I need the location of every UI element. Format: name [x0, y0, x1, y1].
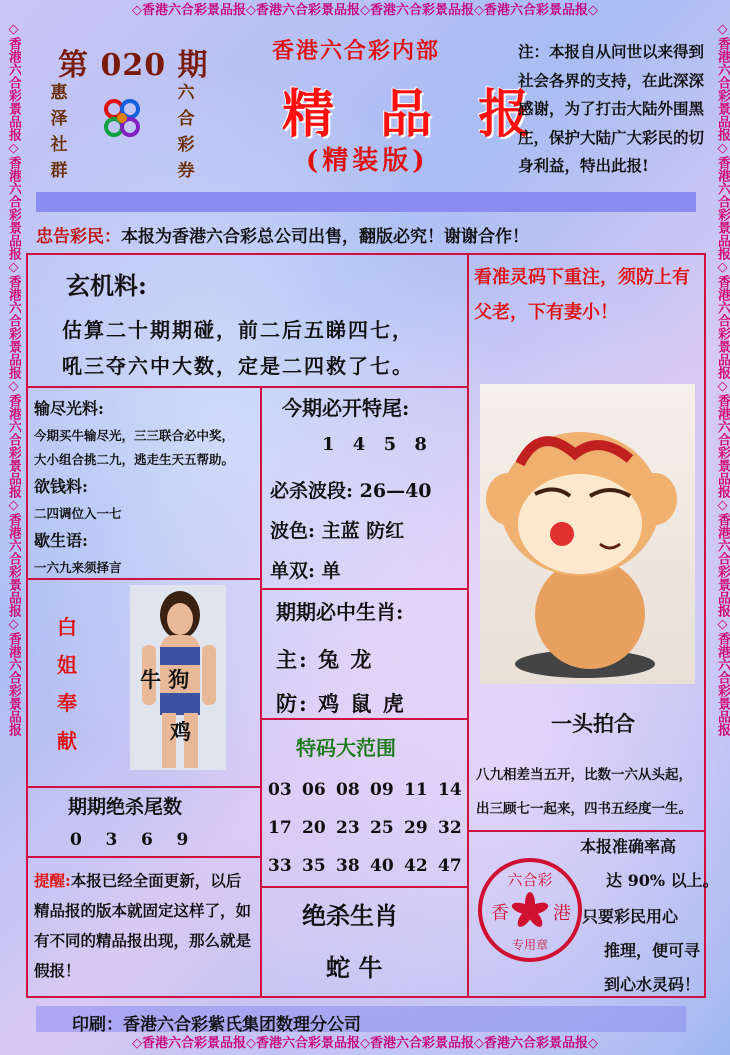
bosha-row: [270, 476, 432, 503]
bosha-label: 必杀波段:: [270, 480, 354, 502]
tewei-title: 今期必开特尾:: [282, 396, 410, 420]
xuanji-line-1: 估算二十期期碰，前二后五睇四七，: [62, 318, 414, 342]
vertical-slogan-left: 惠泽社群: [50, 83, 68, 181]
xiesheng-title: 歇生语:: [34, 531, 88, 550]
tema-number: 20: [302, 818, 326, 838]
accuracy-line-3: 只要彩民用心: [582, 907, 679, 926]
official-stamp-icon: [475, 855, 585, 965]
tema-number: 38: [336, 856, 360, 876]
juesha-xiao-value: 蛇 牛: [326, 953, 383, 982]
tema-number: 32: [438, 818, 462, 838]
tema-number: 25: [370, 818, 394, 838]
reminder-block: [34, 866, 256, 986]
vertical-slogan-right: 六合彩券: [177, 83, 195, 181]
yitou-title: 一头拍合: [551, 711, 635, 736]
juesha-wei-title: 期期绝杀尾数: [68, 796, 183, 818]
shengxiao-fang: [276, 688, 406, 718]
danshuang-row: [270, 556, 341, 583]
stamp-bottom-text: 专用章: [511, 938, 549, 952]
xiesheng-text: 一六九来须择言: [34, 560, 122, 575]
lottery-logo-icon: [100, 97, 144, 141]
tema-number: 40: [370, 856, 394, 876]
tema-number: 08: [336, 780, 360, 800]
warning-text: 本报为香港六合彩总公司出售，翻版必究！谢谢合作！: [121, 227, 529, 247]
girl-overlay-2: 鸡: [170, 719, 191, 744]
warning-label: 忠告彩民：: [36, 227, 121, 247]
right-border-text: ◇香港六合彩景品报◇香港六合彩景品报◇香港六合彩景品报◇香港六合彩景品报◇香港六合彩景品报◇香港六合彩景品报: [715, 22, 730, 736]
header-divider-bar: [36, 192, 696, 212]
accuracy-line-4: 推理，便可寻: [604, 941, 701, 960]
bosha-value: 26—40: [359, 480, 432, 502]
monkey-photo: [480, 384, 695, 684]
top-border-text: ◇香港六合彩景品报◇香港六合彩景品报◇香港六合彩景品报◇香港六合彩景品报◇: [132, 3, 598, 18]
stamp-left-text: 香: [491, 903, 509, 924]
girl-overlay-1: 牛 狗: [140, 667, 190, 692]
shengxiao-main-value: 兔 龙: [318, 647, 374, 672]
bose-label: 波色:: [270, 520, 316, 542]
tema-number: 11: [404, 780, 428, 800]
tema-number: 42: [404, 856, 428, 876]
reminder-text: 本报已经全面更新，以后精品报的版本就固定这样了，如有不同的精品报出现，那么就是假报！: [34, 871, 252, 980]
xuanji-line-2: 吼三夺六中大数，定是二四救了七。: [62, 354, 414, 378]
header-note: 注：本报自从问世以来得到社会各界的支持，在此深深感谢，为了打击大陆外围黑庄，保护大陆广大彩民的切身利益，特出此报!: [518, 42, 705, 175]
yuqian-text: 二四调位入一七: [34, 506, 122, 521]
shengxiao-fang-value: 鸡 鼠 虎: [318, 691, 406, 716]
shujin-title: 输尽光料:: [34, 399, 104, 418]
right-top-slogan: 看准灵码下重注，须防上有父老，下有妻小！: [474, 267, 690, 323]
tema-number: 03: [268, 780, 292, 800]
juesha-wei-numbers: 0 3 6 9: [70, 830, 189, 850]
shengxiao-main: [276, 644, 373, 674]
juesha-xiao-title: 绝杀生肖: [302, 901, 398, 930]
tema-number: 33: [268, 856, 292, 876]
accuracy-line-1: 本报准确率高: [580, 837, 677, 856]
tema-number: 29: [404, 818, 428, 838]
tema-number: 17: [268, 818, 292, 838]
bose-value: 主蓝 防红: [321, 520, 405, 542]
page-title: 精 品 报: [282, 84, 545, 145]
bose-row: [270, 516, 404, 543]
tema-number: 47: [438, 856, 462, 876]
accuracy-line-2: 达 90% 以上。: [606, 871, 719, 890]
yitou-text: 八九相差当五开，比数一六从头起，出三顾七一起来，四书五经度一生。: [476, 767, 692, 817]
tema-title: 特码大范围: [296, 736, 396, 760]
edition-label: (精装版): [306, 146, 429, 176]
stamp-top-text: 六合彩: [507, 871, 553, 889]
accuracy-line-5: 到心水灵码！: [604, 975, 701, 994]
left-border-text: ◇香港六合彩景品报◇香港六合彩景品报◇香港六合彩景品报◇香港六合彩景品报◇香港六合彩景品报◇香港六合彩景品报: [6, 22, 21, 736]
issue-number: 第 020 期: [58, 48, 209, 83]
shengxiao-fang-label: 防:: [276, 691, 309, 716]
xuanji-title: 玄机料:: [66, 271, 147, 300]
danshuang-value: 单: [321, 560, 341, 582]
reminder-label: 提醒:: [34, 871, 71, 890]
danshuang-label: 单双:: [270, 560, 316, 582]
tema-number: 09: [370, 780, 394, 800]
brand-subtitle: 香港六合彩内部: [272, 38, 441, 64]
tema-number: 14: [438, 780, 462, 800]
shujin-line-1: 今期买牛输尽光，三三联合必中奖，: [34, 428, 235, 443]
stamp-right-text: 港: [553, 903, 571, 924]
footer-text: 印刷：香港六合彩紫氏集团数理分公司: [72, 1015, 361, 1035]
tema-number: 06: [302, 780, 326, 800]
warning-line: [36, 222, 529, 247]
tewei-numbers: 1 4 5 8: [322, 434, 433, 455]
shengxiao-title: 期期必中生肖:: [276, 600, 404, 624]
tema-number: 35: [302, 856, 326, 876]
bottom-border-text: ◇香港六合彩景品报◇香港六合彩景品报◇香港六合彩景品报◇香港六合彩景品报◇: [132, 1036, 598, 1051]
shujin-line-2: 大小组合挑二九，逃走生天五帮助。: [34, 452, 235, 467]
yuqian-title: 欲钱料:: [34, 477, 88, 496]
tema-number: 23: [336, 818, 360, 838]
shengxiao-main-label: 主:: [276, 647, 309, 672]
bai-jie-vertical: 白姐奉献: [57, 615, 77, 753]
